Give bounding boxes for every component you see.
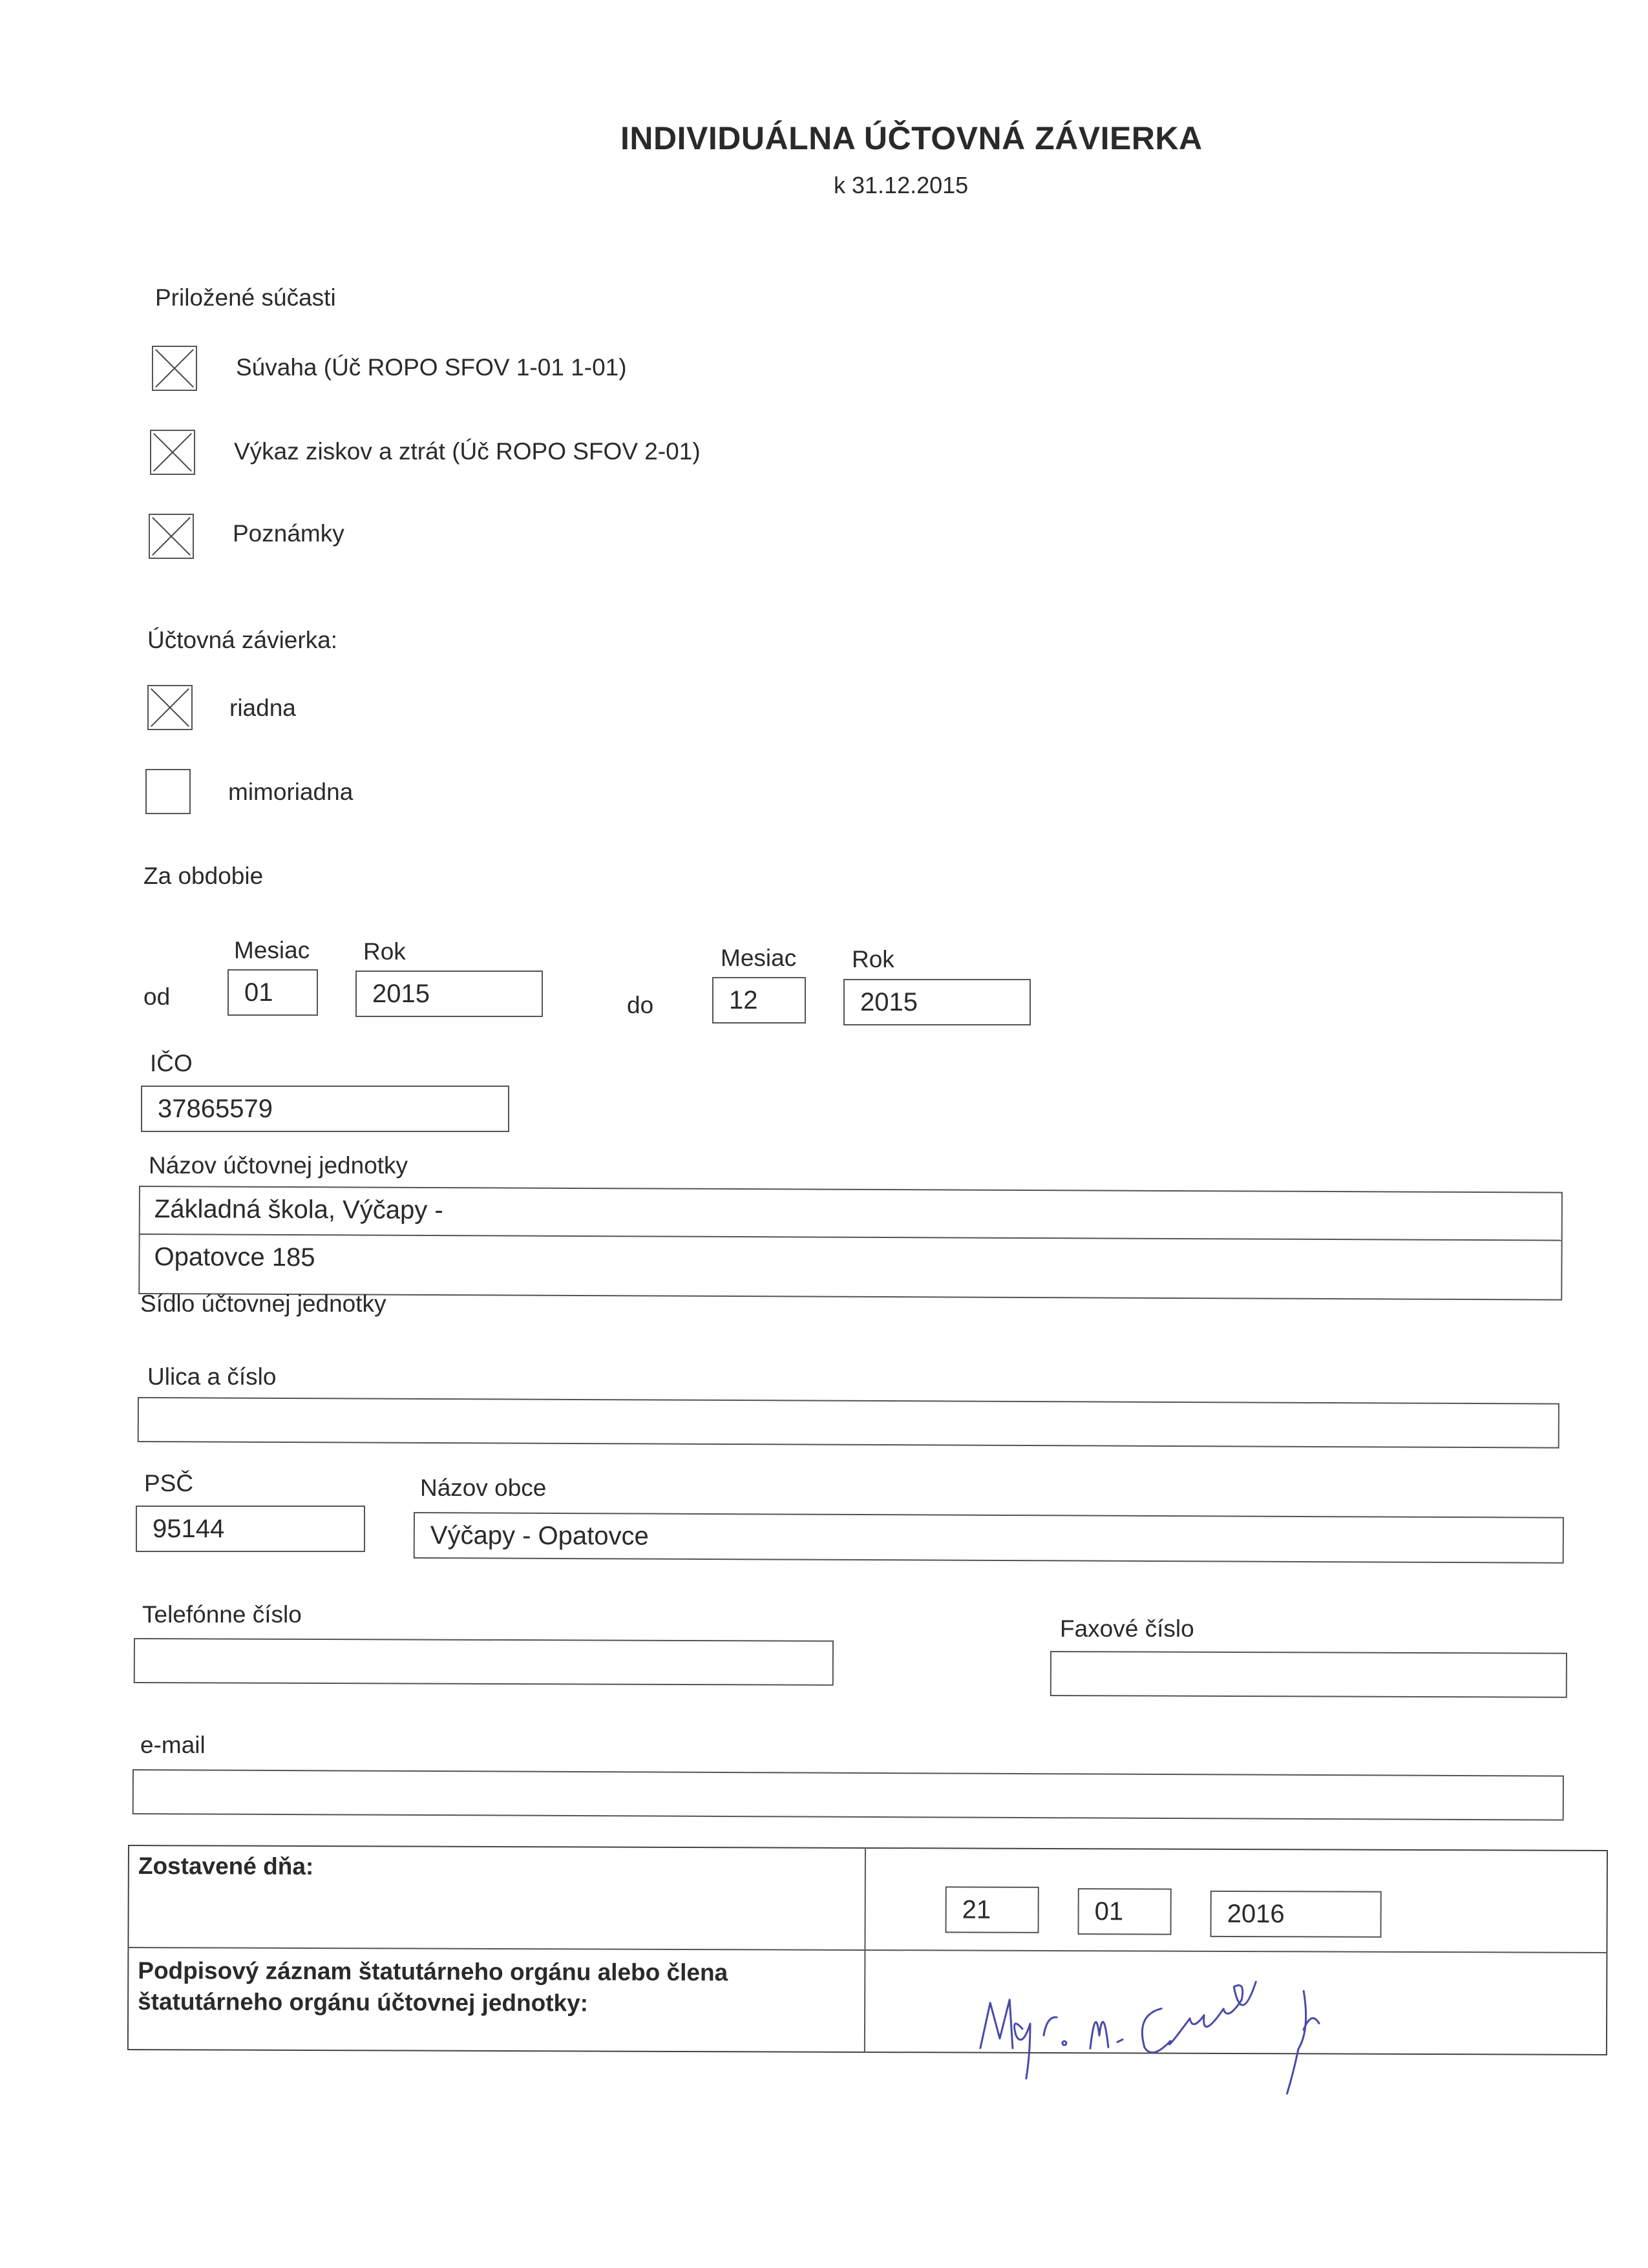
document-title: INDIVIDUÁLNA ÚČTOVNÁ ZÁVIERKA [620,120,1203,156]
closing-type-heading: Účtovná závierka: [147,627,338,653]
from-month-field[interactable]: 01 [227,969,318,1016]
from-month-label: Mesiac [234,937,310,963]
to-month-label: Mesiac [721,945,797,971]
city-label: Názov obce [420,1475,547,1501]
psc-field[interactable]: 95144 [136,1506,365,1552]
closing-type-label-mimoriadna: mimoriadna [228,779,354,805]
to-label: do [627,992,654,1018]
ico-label: IČO [150,1050,193,1076]
check-x-icon [153,347,196,390]
street-label: Ulica a číslo [147,1363,277,1390]
to-year-field[interactable]: 2015 [843,979,1031,1025]
ico-field[interactable]: 37865579 [141,1086,509,1132]
compiled-day-field[interactable]: 21 [945,1886,1039,1933]
signature-label-line2: štatutárneho orgánu účtovnej jednotky: [138,1988,589,2017]
unit-name-line2: Opatovce 185 [154,1243,315,1272]
from-year-field[interactable]: 2015 [355,971,543,1017]
unit-name-label: Názov účtovnej jednotky [149,1152,408,1179]
document-date: k 31.12.2015 [834,172,969,198]
signature [967,1964,1459,2095]
seat-heading: Sídlo účtovnej jednotky [140,1290,386,1317]
psc-label: PSČ [144,1470,194,1496]
fax-label: Faxové číslo [1060,1615,1194,1642]
to-year-label: Rok [852,946,894,972]
unit-name-field[interactable] [138,1186,1563,1301]
unit-name-line1: Základná škola, Výčapy - [154,1195,443,1225]
closing-type-checkbox-mimoriadna[interactable] [145,769,191,814]
fax-field[interactable] [1050,1651,1567,1698]
attachment-label-vykaz: Výkaz ziskov a ztrát (Úč ROPO SFOV 2-01) [234,438,701,465]
unit-name-divider [140,1234,1561,1241]
closing-type-checkbox-riadna[interactable] [147,685,193,730]
city-field[interactable]: Výčapy - Opatovce [414,1512,1564,1564]
check-x-icon [151,431,194,474]
check-x-icon [149,686,191,729]
street-field[interactable] [138,1397,1559,1449]
to-month-field[interactable]: 12 [712,977,806,1024]
attachment-label-poznamky: Poznámky [233,520,344,547]
attachments-heading: Priložené súčasti [155,284,336,311]
email-label: e-mail [140,1732,206,1758]
phone-field[interactable] [134,1638,834,1686]
attachment-checkbox-vykaz[interactable] [150,430,195,475]
attachment-checkbox-suvaha[interactable] [152,346,197,391]
email-field[interactable] [132,1769,1564,1821]
signature-scribble [967,1964,1459,2095]
compiled-label: Zostavené dňa: [138,1853,314,1880]
from-year-label: Rok [363,938,406,965]
footer-table [127,1845,1608,2055]
attachment-checkbox-poznamky[interactable] [149,514,194,559]
signature-label-line1: Podpisový záznam štatutárneho orgánu alebo člena [138,1957,728,1986]
closing-type-label-riadna: riadna [229,695,296,721]
compiled-year-field[interactable]: 2016 [1210,1891,1382,1938]
compiled-month-field[interactable]: 01 [1078,1888,1172,1935]
attachment-label-suvaha: Súvaha (Úč ROPO SFOV 1-01 1-01) [236,354,627,381]
period-heading: Za obdobie [143,863,264,889]
from-label: od [143,983,171,1010]
check-x-icon [150,515,193,558]
phone-label: Telefónne číslo [142,1601,302,1628]
